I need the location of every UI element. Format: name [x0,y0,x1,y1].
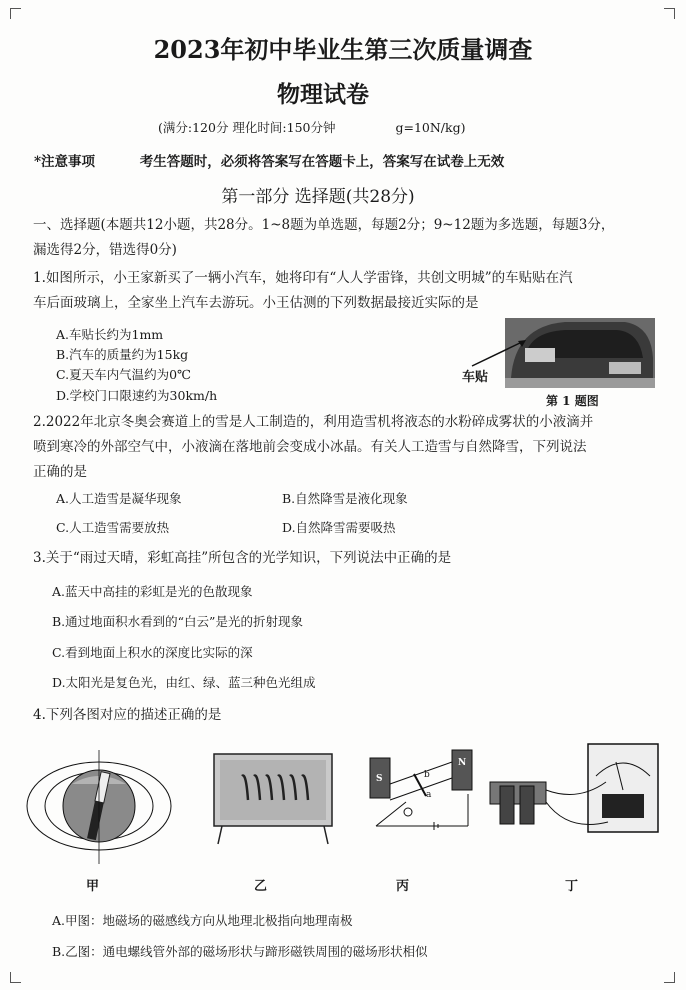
sticker-pointer-arrow [470,330,530,370]
horseshoe-magnet-circuit-figure [356,744,486,844]
q2-option-a: A.人工造雪是凝华现象 [56,491,182,506]
q4-option-b: B.乙图：通电螺线管外部的磁场形状与蹄形磁铁周围的磁场形状相似 [52,944,428,959]
notice [34,150,504,170]
corner-mark [664,8,675,19]
instructions-line: 一、选择题(本题共12小题，共28分。1~8题为单选题，每题2分；9~12题为多选题，每题3分， [33,217,615,233]
notice-text: 考生答题时，必须将答案写在答题卡上，答案写在试卷上无效 [139,154,505,170]
corner-mark [664,972,675,983]
figure-yi-label: 乙 [254,879,268,894]
q1-option-a: A.车贴长约为1mm [56,327,164,342]
q2-option-c: C.人工造雪需要放热 [56,520,170,535]
corner-mark [10,8,21,19]
stem-line: 正确的是 [33,464,87,480]
magnet-n-pole: N [458,758,467,768]
score-time: (满分:120分 理化时间:150分钟 [158,120,336,135]
rail-b-label: b [424,770,430,780]
instructions [33,213,655,263]
gravity-constant: g=10N/kg) [395,120,466,135]
rail-a-label: a [426,790,432,800]
figure-bing-label: 丙 [396,879,410,894]
stem-line: 喷到寒冷的外部空气中，小液滴在落地前会变成小冰晶。有关人工造雪与自然降雪，下列说法 [33,439,587,455]
solenoid-iron-filings-figure [212,752,336,846]
q4-option-a: A.甲图：地磁场的磁感线方向从地理北极指向地理南极 [52,913,353,928]
galvanometer-induction-figure [488,742,666,838]
question-4-stem: 4.下列各图对应的描述正确的是 [33,707,222,723]
instructions-line: 漏选得2分，错选得0分) [33,242,177,258]
exam-title: 2023年初中毕业生第三次质量调查 [153,35,533,64]
stem-line: 1.如图所示，小王家新买了一辆小汽车，她将印有“人人学雷锋，共创文明城”的车贴贴在汽 [33,270,573,286]
q1-option-b: B.汽车的质量约为15kg [56,347,189,362]
corner-mark [10,972,21,983]
exam-subject: 物理试卷 [277,81,369,108]
question-3-stem: 3.关于“雨过天晴，彩虹高挂”所包含的光学知识，下列说法中正确的是 [33,550,452,566]
exam-meta [158,118,465,136]
q3-option-c: C.看到地面上积水的深度比实际的深 [52,645,253,660]
q2-option-b: B.自然降雪是液化现象 [282,491,408,506]
notice-label: *注意事项 [34,154,96,170]
figure-1-caption: 第 1 题图 [546,394,599,408]
earth-magnetic-field-figure [24,748,174,868]
question-1-stem [33,266,655,316]
q2-option-d: D.自然降雪需要吸热 [282,520,396,535]
q1-option-d: D.学校门口限速约为30km/h [56,388,218,403]
magnet-s-pole: S [376,774,383,784]
stem-line: 车后面玻璃上，全家坐上汽车去游玩。小王估测的下列数据最接近实际的是 [33,295,479,311]
sticker-label: 车贴 [462,370,489,385]
figure-ding-label: 丁 [565,879,579,894]
part-heading: 第一部分 选择题(共28分) [221,187,415,207]
stem-line: 2.2022年北京冬奥会赛道上的雪是人工制造的，利用造雪机将液态的水粉碎成雾状的小液滴并 [33,414,594,430]
q3-option-a: A.蓝天中高挂的彩虹是光的色散现象 [52,584,253,599]
q1-option-c: C.夏天车内气温约为0℃ [56,367,192,382]
q3-option-b: B.通过地面积水看到的“白云”是光的折射现象 [52,614,303,629]
question-2-stem [33,410,655,485]
figure-jia-label: 甲 [86,879,100,894]
q3-option-d: D.太阳光是复色光，由红、绿、蓝三种色光组成 [52,675,316,690]
